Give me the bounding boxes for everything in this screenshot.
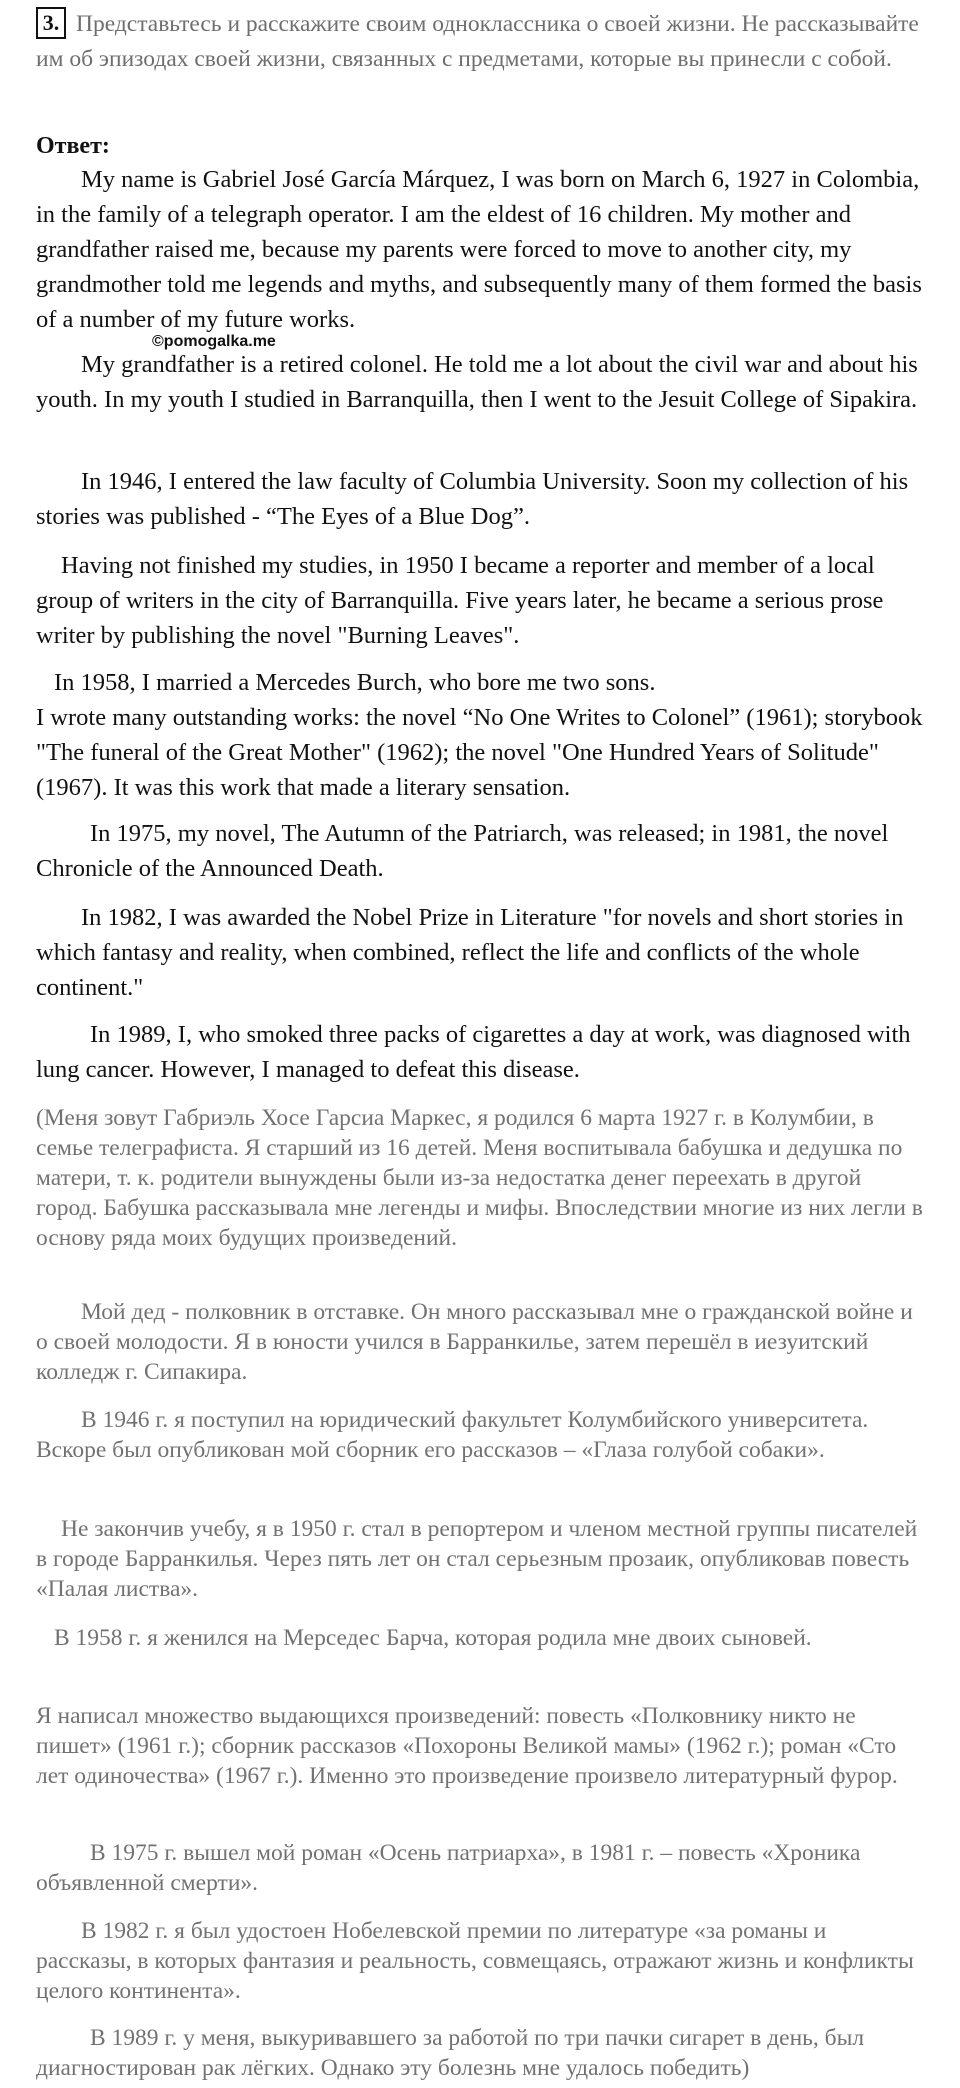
paragraph-text: My grandfather is a retired colonel. He told me a lot about the civil war and about his youth. In my youth I studied in Barranquilla, then I went to the Jesuit College of Sipakira. xyxy=(36,351,918,413)
paragraph-text: In 1975, my novel, The Autumn of the Patriarch, was released; in 1981, the novel Chronicle of the Announced Death. xyxy=(36,820,889,882)
paragraph-text: In 1989, I, who smoked three packs of cigarettes a day at work, was diagnosed with lung cancer. However, I managed to defeat this disease. xyxy=(36,1021,911,1083)
russian-paragraph-6 xyxy=(36,1701,926,1791)
english-paragraph-5 xyxy=(36,665,926,805)
paragraph-text: In 1982, I was awarded the Nobel Prize in Literature "for novels and short stories in which fantasy and reality, when combined, reflect the life and conflicts of the whole continent." xyxy=(36,904,904,1001)
paragraph-text: In 1946, I entered the law faculty of Columbia University. Soon my collection of his stories was published - “The Eyes of a Blue Dog”. xyxy=(36,468,909,530)
task-block xyxy=(36,7,926,77)
paragraph-text: В 1989 г. у меня, выкуривавшего за работой по три пачки сигарет в день, был диагностирован рак лёгких. Однако эту болезнь мне удалось победить) xyxy=(36,2025,865,2081)
russian-paragraph-4 xyxy=(36,1514,926,1604)
paragraph-text: Я написал множество выдающихся произведений: повесть «Полковнику никто не пишет» (1961 г.); сборник рассказов «Похороны Великой мамы» (1962 г.); роман «Сто лет одиночества» (1967 г.). Именно это произведение произвело литературный фурор. xyxy=(36,1703,898,1789)
watermark: ©pomogalka.me xyxy=(152,333,276,350)
answer-label: Ответ: xyxy=(36,133,110,159)
russian-paragraph-5 xyxy=(36,1623,926,1653)
paragraph-text: My name is Gabriel José García Márquez, I was born on March 6, 1927 in Colombia, in the family of a telegraph operator. I am the eldest of 16 children. My mother and grandfather raised me, because my parents were forced to move to another city, my grandmother told me legends and myths, and subsequently many of them formed the basis of a number of my future works. xyxy=(36,166,922,333)
english-paragraph-6 xyxy=(36,816,926,886)
english-paragraph-7 xyxy=(36,900,926,1005)
english-paragraph-4 xyxy=(36,548,926,653)
task-text: Представьтесь и расскажите своим одноклассника о своей жизни. Не рассказывайте им об эпизодах своей жизни, связанных с предметами, которые вы принесли с собой. xyxy=(36,11,919,72)
russian-paragraph-3 xyxy=(36,1405,926,1465)
paragraph-text: In 1958, I married a Mercedes Burch, who bore me two sons. xyxy=(54,669,656,696)
english-paragraph-1 xyxy=(36,162,926,337)
english-paragraph-8 xyxy=(36,1017,926,1087)
russian-paragraph-9 xyxy=(36,2023,926,2083)
paragraph-text: В 1946 г. я поступил на юридический факультет Колумбийского университета. Вскоре был опубликован мой сборник его рассказов – «Глаза голубой собаки». xyxy=(36,1407,869,1463)
russian-paragraph-8 xyxy=(36,1916,926,2006)
paragraph-text: (Меня зовут Габриэль Хосе Гарсиа Маркес, я родился 6 марта 1927 г. в Колумбии, в семье телеграфиста. Я старший из 16 детей. Меня воспитывала бабушка и дедушка по матери, т. к. родители вынуждены были из-за недостатка денег переехать в другой город. Бабушка рассказывала мне легенды и мифы. Впоследствии многие из них легли в основу ряда моих будущих произведений. xyxy=(36,1105,923,1251)
task-number-box: 3. xyxy=(36,7,66,39)
paragraph-text: Не закончив учебу, я в 1950 г. стал в репортером и членом местной группы писателей в городе Барранкилья. Через пять лет он стал серьезным прозаик, опубликовав повесть «Палая листва». xyxy=(36,1516,918,1602)
english-paragraph-2 xyxy=(36,347,926,417)
paragraph-text: Having not finished my studies, in 1950 I became a reporter and member of a local group of writers in the city of Barranquilla. Five years later, he became a serious prose writer by publishing the novel "Burning Leaves". xyxy=(36,552,884,649)
english-paragraph-3 xyxy=(36,464,926,534)
paragraph-text: В 1982 г. я был удостоен Нобелевской премии по литературе «за романы и рассказы, в которых фантазия и реальность, совмещаясь, отражают жизнь и конфликты целого континента». xyxy=(36,1918,914,2004)
paragraph-text: Мой дед - полковник в отставке. Он много рассказывал мне о гражданской войне и о своей молодости. Я в юности учился в Барранкилье, затем перешёл в иезуитский колледж г. Сипакира. xyxy=(36,1299,913,1385)
russian-paragraph-2 xyxy=(36,1297,926,1387)
paragraph-text: I wrote many outstanding works: the novel “No One Writes to Colonel” (1961); storybook "The funeral of the Great Mother" (1962); the novel "One Hundred Years of Solitude" (1967). It was this work that made a literary sensation. xyxy=(36,704,923,801)
paragraph-text: В 1958 г. я женился на Мерседес Барча, которая родила мне двоих сыновей. xyxy=(54,1625,812,1651)
russian-paragraph-1 xyxy=(36,1103,926,1253)
russian-paragraph-7 xyxy=(36,1838,926,1898)
paragraph-text: В 1975 г. вышел мой роман «Осень патриарха», в 1981 г. – повесть «Хроника объявленной смерти». xyxy=(36,1840,861,1896)
